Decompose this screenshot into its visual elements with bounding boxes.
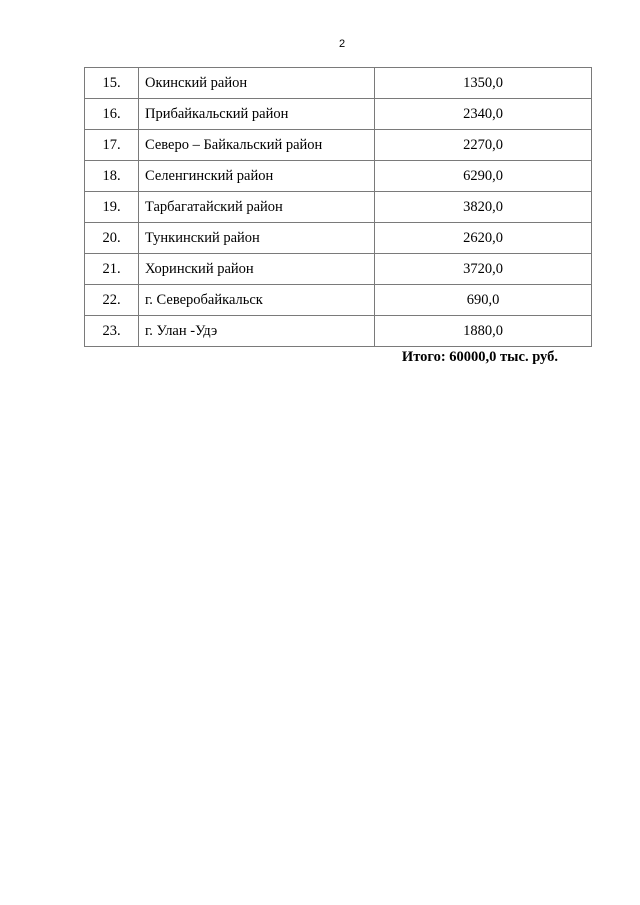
row-number: 21. xyxy=(85,254,139,285)
district-name: Северо – Байкальский район xyxy=(139,130,375,161)
amount-value: 1350,0 xyxy=(375,68,592,99)
row-number: 22. xyxy=(85,285,139,316)
amount-value: 3720,0 xyxy=(375,254,592,285)
table-row xyxy=(85,161,592,192)
amount-value: 690,0 xyxy=(375,285,592,316)
table-row xyxy=(85,99,592,130)
district-name: Прибайкальский район xyxy=(139,99,375,130)
row-number: 17. xyxy=(85,130,139,161)
total-summary: Итого: 60000,0 тыс. руб. xyxy=(401,349,558,365)
table-row xyxy=(85,192,592,223)
data-table xyxy=(84,67,592,347)
amount-value: 2340,0 xyxy=(375,99,592,130)
amount-value: 2620,0 xyxy=(375,223,592,254)
district-name: Тункинский район xyxy=(139,223,375,254)
amount-value: 1880,0 xyxy=(375,316,592,347)
row-number: 16. xyxy=(85,99,139,130)
row-number: 19. xyxy=(85,192,139,223)
district-name: г. Северобайкальск xyxy=(139,285,375,316)
table-row xyxy=(85,130,592,161)
district-name: г. Улан -Удэ xyxy=(139,316,375,347)
row-number: 15. xyxy=(85,68,139,99)
table-row xyxy=(85,285,592,316)
table-body xyxy=(85,68,592,347)
table-row xyxy=(85,68,592,99)
row-number: 20. xyxy=(85,223,139,254)
amount-value: 6290,0 xyxy=(375,161,592,192)
row-number: 18. xyxy=(85,161,139,192)
district-name: Окинский район xyxy=(139,68,375,99)
table-row xyxy=(85,316,592,347)
allocation-table xyxy=(84,67,592,347)
amount-value: 2270,0 xyxy=(375,130,592,161)
district-name: Селенгинский район xyxy=(139,161,375,192)
table-row xyxy=(85,223,592,254)
district-name: Тарбагатайский район xyxy=(139,192,375,223)
row-number: 23. xyxy=(85,316,139,347)
district-name: Хоринский район xyxy=(139,254,375,285)
amount-value: 3820,0 xyxy=(375,192,592,223)
page-number: 2 xyxy=(338,38,346,50)
table-row xyxy=(85,254,592,285)
